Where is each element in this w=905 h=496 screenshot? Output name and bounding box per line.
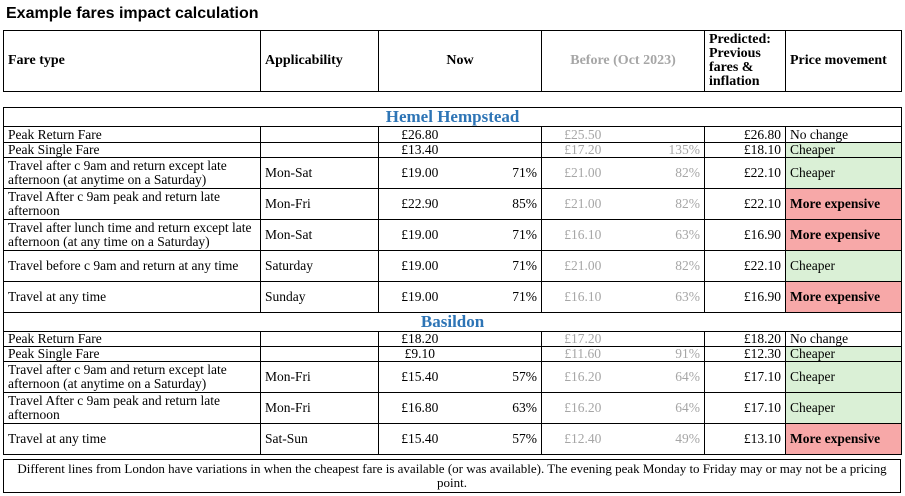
now-price-cell: £9.10 [379, 347, 461, 362]
fare-type-cell: Travel before c 9am and return at any time [4, 251, 261, 282]
predicted-price-cell: £12.30 [705, 347, 786, 362]
before-price-cell: £21.00 [542, 189, 624, 220]
predicted-price-cell: £17.10 [705, 362, 786, 393]
header-predicted: Predicted: Previous fares & inflation [705, 31, 786, 92]
section-title: Basildon [4, 313, 902, 332]
fare-type-cell: Peak Return Fare [4, 332, 261, 347]
before-percent-cell [624, 127, 705, 143]
before-price-cell: £16.10 [542, 220, 624, 251]
table-row [4, 127, 902, 143]
applicability-cell: Sunday [261, 282, 379, 313]
applicability-cell: Mon-Fri [261, 362, 379, 393]
price-movement-cell: Cheaper [786, 393, 902, 424]
predicted-price-cell: £22.10 [705, 251, 786, 282]
predicted-price-cell: £22.10 [705, 158, 786, 189]
table-row [4, 393, 902, 424]
before-percent-cell: 91% [624, 347, 705, 362]
now-price-cell: £19.00 [379, 220, 461, 251]
before-price-cell: £17.20 [542, 332, 624, 347]
now-percent-cell: 85% [461, 189, 542, 220]
header-fare-type: Fare type [4, 31, 261, 92]
table-row [4, 282, 902, 313]
before-price-cell: £16.10 [542, 282, 624, 313]
before-percent-cell: 64% [624, 362, 705, 393]
page-title: Example fares impact calculation [6, 5, 259, 22]
now-price-cell: £15.40 [379, 362, 461, 393]
price-movement-cell: Cheaper [786, 347, 902, 362]
before-percent-cell [624, 332, 705, 347]
before-price-cell: £25.50 [542, 127, 624, 143]
fare-type-cell: Travel after c 9am and return except late afternoon (at anytime on a Saturday) [4, 158, 261, 189]
applicability-cell: Saturday [261, 251, 379, 282]
predicted-price-cell: £18.20 [705, 332, 786, 347]
header-now: Now [379, 31, 542, 92]
now-percent-cell [461, 127, 542, 143]
now-percent-cell: 57% [461, 362, 542, 393]
table-row [4, 189, 902, 220]
table-row [4, 158, 902, 189]
now-price-cell: £15.40 [379, 424, 461, 455]
price-movement-cell: More expensive [786, 189, 902, 220]
before-price-cell: £16.20 [542, 362, 624, 393]
now-price-cell: £18.20 [379, 332, 461, 347]
before-percent-cell: 82% [624, 251, 705, 282]
section-title: Hemel Hempstead [4, 108, 902, 127]
predicted-price-cell: £18.10 [705, 143, 786, 158]
before-price-cell: £17.20 [542, 143, 624, 158]
before-percent-cell: 64% [624, 393, 705, 424]
table-row [4, 251, 902, 282]
before-percent-cell: 63% [624, 220, 705, 251]
predicted-price-cell: £17.10 [705, 393, 786, 424]
before-percent-cell: 82% [624, 158, 705, 189]
table-row [4, 424, 902, 455]
price-movement-cell: Cheaper [786, 143, 902, 158]
now-price-cell: £19.00 [379, 282, 461, 313]
applicability-cell [261, 332, 379, 347]
before-price-cell: £21.00 [542, 251, 624, 282]
price-movement-cell: More expensive [786, 220, 902, 251]
footnote: Different lines from London have variations in when the cheapest fare is available (or was available). The evening peak Monday to Friday may or may not be a pricing point. [4, 460, 901, 493]
fare-type-cell: Travel after c 9am and return except late afternoon (at anytime on a Saturday) [4, 362, 261, 393]
fare-type-cell: Peak Single Fare [4, 347, 261, 362]
before-percent-cell: 82% [624, 189, 705, 220]
fare-type-cell: Travel at any time [4, 282, 261, 313]
before-price-cell: £16.20 [542, 393, 624, 424]
now-percent-cell: 71% [461, 158, 542, 189]
now-percent-cell: 57% [461, 424, 542, 455]
price-movement-cell: More expensive [786, 282, 902, 313]
fare-type-cell: Travel after lunch time and return except late afternoon (at any time on a Saturday) [4, 220, 261, 251]
now-percent-cell: 71% [461, 220, 542, 251]
fare-type-cell: Peak Single Fare [4, 143, 261, 158]
fare-type-cell: Travel After c 9am peak and return late afternoon [4, 393, 261, 424]
applicability-cell: Mon-Sat [261, 220, 379, 251]
predicted-price-cell: £16.90 [705, 282, 786, 313]
now-price-cell: £19.00 [379, 158, 461, 189]
applicability-cell: Mon-Fri [261, 393, 379, 424]
header-applicability: Applicability [261, 31, 379, 92]
table-row [4, 347, 902, 362]
before-price-cell: £11.60 [542, 347, 624, 362]
price-movement-cell: Cheaper [786, 158, 902, 189]
price-movement-cell: No change [786, 332, 902, 347]
now-percent-cell [461, 347, 542, 362]
fare-type-cell: Travel After c 9am peak and return late afternoon [4, 189, 261, 220]
now-percent-cell: 71% [461, 251, 542, 282]
applicability-cell [261, 127, 379, 143]
applicability-cell [261, 143, 379, 158]
now-price-cell: £13.40 [379, 143, 461, 158]
header-table [3, 30, 902, 92]
header-before: Before (Oct 2023) [542, 31, 705, 92]
fares-table [3, 107, 902, 455]
now-percent-cell [461, 332, 542, 347]
before-price-cell: £21.00 [542, 158, 624, 189]
before-percent-cell: 49% [624, 424, 705, 455]
table-row [4, 362, 902, 393]
before-percent-cell: 135% [624, 143, 705, 158]
now-price-cell: £26.80 [379, 127, 461, 143]
fare-type-cell: Travel at any time [4, 424, 261, 455]
now-percent-cell: 63% [461, 393, 542, 424]
applicability-cell: Mon-Fri [261, 189, 379, 220]
before-price-cell: £12.40 [542, 424, 624, 455]
footnote-table [3, 459, 901, 493]
predicted-price-cell: £26.80 [705, 127, 786, 143]
header-price-movement: Price movement [786, 31, 902, 92]
now-price-cell: £22.90 [379, 189, 461, 220]
predicted-price-cell: £13.10 [705, 424, 786, 455]
applicability-cell: Mon-Sat [261, 158, 379, 189]
before-percent-cell: 63% [624, 282, 705, 313]
table-row [4, 220, 902, 251]
price-movement-cell: Cheaper [786, 251, 902, 282]
table-row [4, 143, 902, 158]
now-price-cell: £16.80 [379, 393, 461, 424]
now-price-cell: £19.00 [379, 251, 461, 282]
price-movement-cell: Cheaper [786, 362, 902, 393]
price-movement-cell: No change [786, 127, 902, 143]
now-percent-cell [461, 143, 542, 158]
predicted-price-cell: £16.90 [705, 220, 786, 251]
now-percent-cell: 71% [461, 282, 542, 313]
fare-type-cell: Peak Return Fare [4, 127, 261, 143]
predicted-price-cell: £22.10 [705, 189, 786, 220]
applicability-cell: Sat-Sun [261, 424, 379, 455]
price-movement-cell: More expensive [786, 424, 902, 455]
table-row [4, 332, 902, 347]
applicability-cell [261, 347, 379, 362]
